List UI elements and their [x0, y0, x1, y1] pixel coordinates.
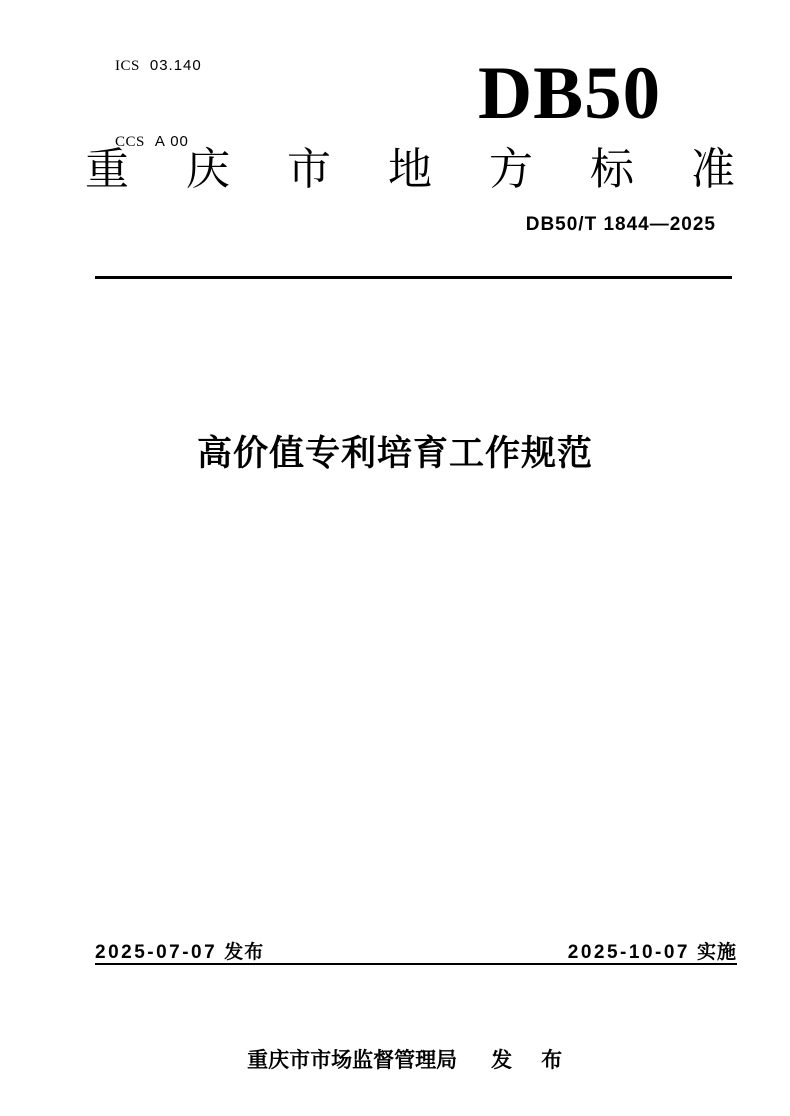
standard-type-char: 地 [388, 145, 432, 194]
standard-type-char: 市 [287, 145, 331, 194]
implement-date-group [568, 937, 737, 964]
standard-type-char: 准 [691, 145, 735, 194]
publish-label: 发 布 [491, 1049, 567, 1072]
document-number: DB50/T 1844—2025 [525, 214, 716, 235]
issuer-name: 重庆市市场监督管理局 [247, 1049, 458, 1072]
ccs-label: CCS [115, 134, 145, 150]
issue-label: 发布 [224, 942, 265, 963]
standard-type-char: 方 [489, 145, 533, 194]
standard-type-char: 标 [590, 145, 634, 194]
issuer-row [0, 1020, 790, 1098]
ics-label: ICS [115, 58, 140, 74]
implement-label: 实施 [696, 942, 737, 963]
db50-logo: DB50 [478, 52, 662, 135]
document-title: 高价值专利培育工作规范 [196, 434, 593, 473]
dates-row [95, 937, 737, 964]
issue-date-group [95, 937, 264, 964]
footer-divider-line [95, 963, 737, 965]
ics-code-row [90, 28, 202, 104]
ccs-value: A 00 [154, 133, 189, 150]
standard-type-title [85, 146, 735, 194]
ics-value: 03.140 [149, 57, 202, 74]
standard-type-char: 重 [85, 145, 129, 194]
standard-type-char: 庆 [186, 145, 230, 194]
issue-date: 2025-07-07 [95, 942, 218, 963]
header-divider-line [95, 276, 732, 279]
implement-date: 2025-10-07 [567, 942, 690, 963]
